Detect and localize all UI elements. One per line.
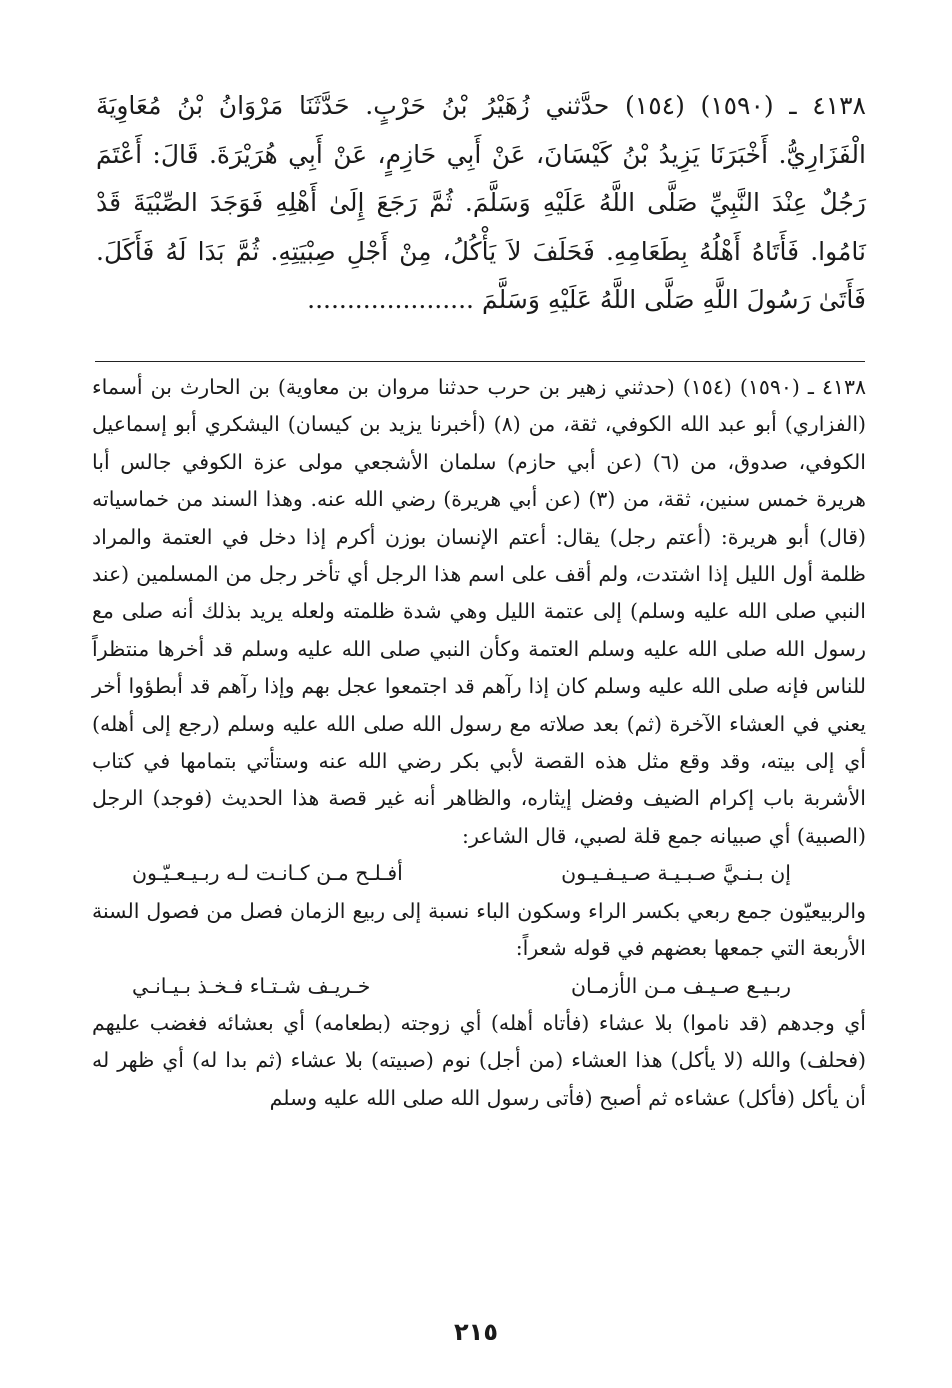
- poem-verse-1-second-half: أفـلـح مـن كـانـت لـه ربـيـعـيّـون: [132, 861, 403, 886]
- poem-verse-2-second-half: خـريـف شـتـاء فـخـذ بـيـانـي: [132, 973, 371, 998]
- commentary-paragraph-2: والربيعيّون جمع ربعي بكسر الراء وسكون الباء نسبة إلى ربيع الزمان فصل من فصول السنة الأربعة التي جمعها بعضهم في قوله شعراً:: [92, 898, 866, 961]
- commentary-paragraph-3: أي وجدهم (قد ناموا) بلا عشاء (فأتاه أهله) أي زوجته (بطعامه) أي بعشائه فغضب عليهم (فحلف) والله (لا يأكل) هذا العشاء (من أجل) نوم (صبيته) بلا عشاء (ثم بدا له) أي ظهر له أن يأكل (فأكل) عشاءه ثم أصبح (فأتى رسول الله صلى الله عليه وسلم: [92, 1010, 866, 1110]
- poem-verse-2-first-half: ربـيـع صـيـف مـن الأزمـان: [570, 973, 791, 998]
- poem-verse-1: [92, 855, 866, 892]
- commentary-paragraph-1: ٤١٣٨ ـ (١٥٩٠) (١٥٤) (حدثني زهير بن حرب حدثنا مروان بن معاوية) بن الحارث بن أسماء (الفزاري) أبو عبد الله الكوفي، ثقة، من (٨) (أخبرنا يزيد بن كيسان) اليشكري أبو إسماعيل الكوفي، صدوق، من (٦) (عن أبي حازم) سلمان الأشجعي مولى عزة الكوفي جالس أبا هريرة خمس سنين، ثقة، من (٣) (عن أبي هريرة) رضي الله عنه. وهذا السند من خماسياته (قال) أبو هريرة: (أعتم رجل) يقال: أعتم الإنسان بوزن أكرم إذا دخل في العتمة والمراد ظلمة أول الليل إذا اشتدت، ولم أقف على اسم هذا الرجل أي تأخر رجل من المسلمين (عند النبي صلى الله عليه وسلم) إلى عتمة الليل وهي شدة ظلمته ولعله يريد بذلك أنه صلى مع رسول الله صلى الله عليه وسلم العتمة وكأن النبي صلى الله عليه وسلم قد أخرها منتظراً للناس فإنه صلى الله عليه وسلم كان إذا رآهم قد اجتمعوا عجل بهم وإذا رآهم قد أبطؤوا أخر يعني في العشاء الآخرة (ثم) بعد صلاته مع رسول الله صلى الله عليه وسلم (رجع إلى أهله) أي إلى بيته، وقد وقع مثل هذه القصة لأبي بكر رضي الله عنه وستأتي بتمامها في كتاب الأشربة باب إكرام الضيف وفضل إيثاره، والظاهر أنه غير قصة هذا الحديث (فوجد) الرجل (الصبية) أي صبيانه جمع قلة لصبي، قال الشاعر:: [92, 375, 867, 848]
- hadith-text-block: [96, 82, 866, 325]
- poem-verse-2: [92, 968, 866, 1005]
- poem-verse-1-first-half: إن بـنـيَّ صـبـيـة صـيـفـيـون: [561, 861, 791, 886]
- hadith-text: ٤١٣٨ ـ (١٥٩٠) (١٥٤) حدَّثني زُهَيْرُ بْنُ حَرْبٍ. حَدَّثَنَا مَرْوَانُ بْنُ مُعَاوِيَةَ الْفَزَارِيُّ. أَخْبَرَنَا يَزِيدُ بْنُ كَيْسَانَ، عَنْ أَبِي حَازِمٍ، عَنْ أَبِي هُرَيْرَةَ. قَالَ: أَعْتَمَ رَجُلٌ عِنْدَ النَّبِيِّ صَلَّى اللَّهُ عَلَيْهِ وَسَلَّمَ. ثُمَّ رَجَعَ إِلَىٰ أَهْلِهِ فَوَجَدَ الصِّبْيَةَ قَدْ نَامُوا. فَأَتَاهُ أَهْلُهُ بِطَعَامِهِ. فَحَلَفَ لاَ يَأْكُلُ، مِنْ أَجْلِ صِبْيَتِهِ. ثُمَّ بَدَا لَهُ فَأَكَلَ. فَأَتَىٰ رَسُولَ اللَّهِ صَلَّى اللَّهُ عَلَيْهِ وَسَلَّمَ .....................: [96, 91, 866, 314]
- page-number: ٢١٥: [454, 1318, 498, 1346]
- commentary-block: [92, 369, 866, 1117]
- separator-line: [95, 361, 865, 362]
